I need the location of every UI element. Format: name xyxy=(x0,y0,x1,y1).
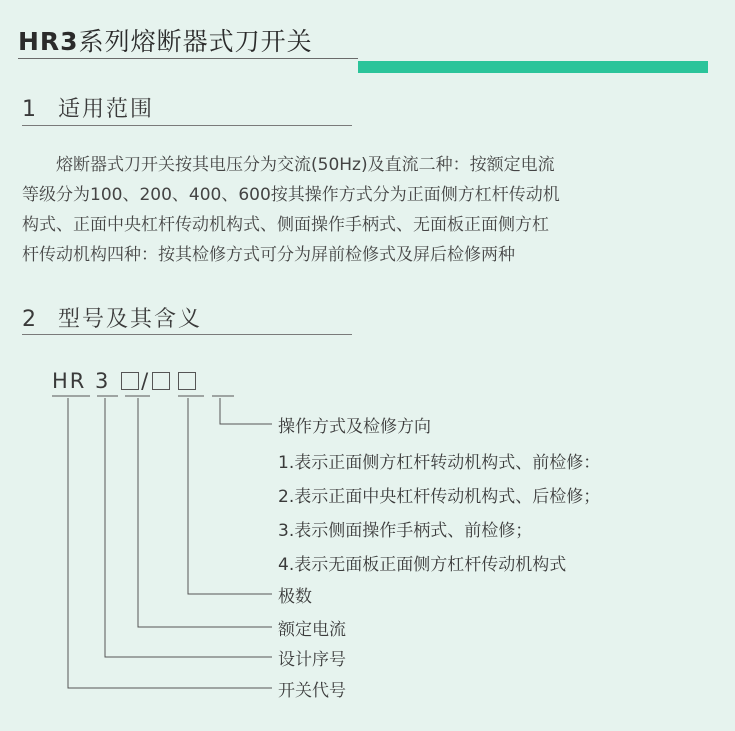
legend-option-2: 2.表示正面中央杠杆传动机构式、后检修； xyxy=(278,487,601,507)
title-text: 系列熔断器式刀开关 xyxy=(78,27,313,56)
paragraph-line: 杆传动机构四种：按其检修方式可分为屏前检修式及屏后检修两种 xyxy=(22,245,515,265)
section2-number: 2 xyxy=(22,307,38,332)
section2-title: 型号及其含义 xyxy=(58,307,203,332)
paragraph-line: 熔断器式刀开关按其电压分为交流(50Hz)及直流二种：按额定电流 xyxy=(22,155,555,175)
legend-switch-code: 开关代号 xyxy=(278,681,346,701)
section1-title: 适用范围 xyxy=(58,97,155,122)
legend-poles: 极数 xyxy=(278,587,312,607)
legend-rated-current: 额定电流 xyxy=(278,620,346,640)
model-slash: / xyxy=(141,369,151,393)
legend-op-mode: 操作方式及检修方向 xyxy=(278,417,431,437)
paragraph-line: 等级分为100、200、400、600按其操作方式分为正面侧方杠杆传动机 xyxy=(22,185,560,205)
model-prefix: HR 3 xyxy=(52,369,111,393)
legend-option-4: 4.表示无面板正面侧方杠杆传动机构式 xyxy=(278,555,567,575)
legend-design-number: 设计序号 xyxy=(278,650,346,670)
legend-option-3: 3.表示侧面操作手柄式、前检修； xyxy=(278,521,533,541)
section1-number: 1 xyxy=(22,97,38,122)
legend-option-1: 1.表示正面侧方杠杆转动机构式、前检修： xyxy=(278,453,601,473)
paragraph-line: 构式、正面中央杠杆传动机构式、侧面操作手柄式、无面板正面侧方杠 xyxy=(22,215,549,235)
title-code: HR3 xyxy=(18,27,79,56)
